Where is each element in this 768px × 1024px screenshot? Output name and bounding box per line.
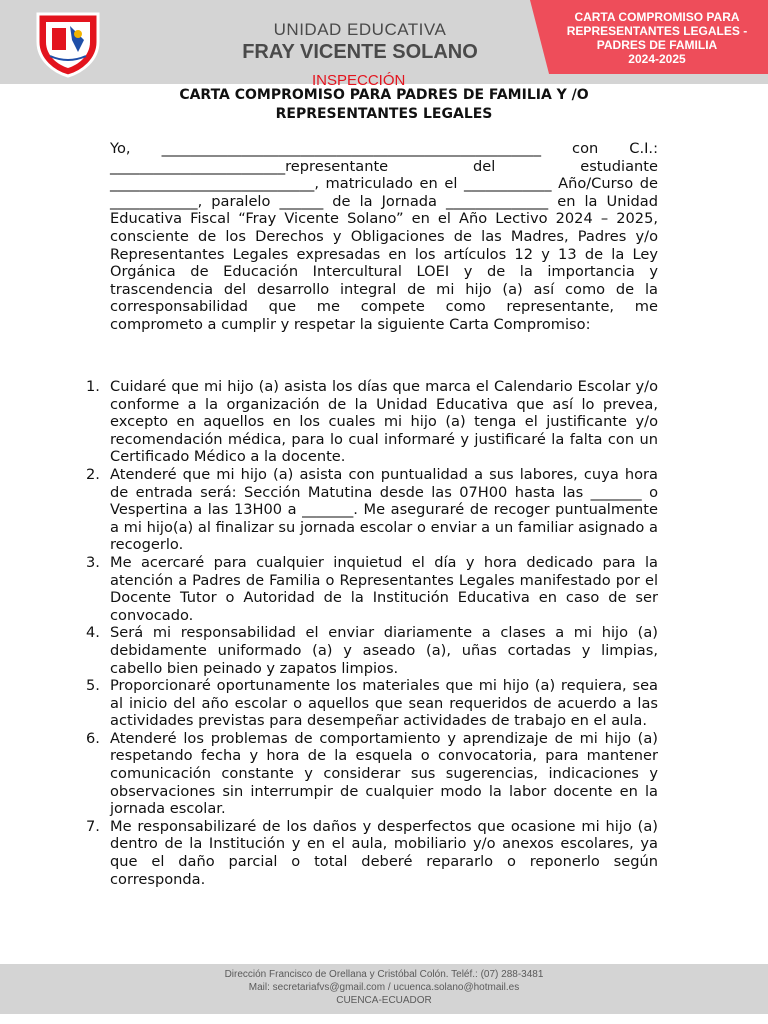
list-item: [86, 677, 658, 730]
list-item: [86, 818, 658, 888]
item-text: Atenderé los problemas de comportamiento y aprendizaje de mi hijo (a) respetando fecha y hora de la esquela o convocatoria, para mantener comunicación constante y considerar sus sugerencias, indicaciones y observaciones sin interrumpir de cualquier modo la labor docente en la jornada escolar.: [110, 729, 658, 818]
item-number: 6.: [86, 729, 100, 747]
list-item: [86, 624, 658, 677]
school-name: FRAY VICENTE SOLANO: [242, 41, 478, 63]
school-prefix: UNIDAD EDUCATIVA: [273, 20, 447, 39]
intro-paragraph-block: [110, 140, 658, 334]
title-line: REPRESENTANTES LEGALES: [275, 106, 493, 122]
item-text: Proporcionaré oportunamente los materiales que mi hijo (a) requiera, sea al inicio del año escolar o aquellos que sean requeridos de acuerdo a las actividades previstas para desempeñar actividades de trabajo en el aula.: [110, 677, 658, 730]
title-line: CARTA COMPROMISO PARA PADRES DE FAMILIA Y /O: [179, 87, 589, 103]
item-text: Me acercaré para cualquier inquietud el día y hora dedicado para la atención a Padres de Familia o Representantes Legales manifestado por el Docente Tutor o Autoridad de la Institución Educativa en caso de ser convocado.: [110, 553, 658, 624]
document-title: [110, 86, 658, 124]
page-footer: [0, 964, 768, 1014]
footer-city: CUENCA-ECUADOR: [336, 995, 432, 1006]
item-text: Atenderé que mi hijo (a) asista con puntualidad a sus labores, cuya hora de entrada será: Sección Matutina desde las 07H00 hasta las _______ o Vespertina a las 13H00 a _______. Me aseguraré de recoger puntualmente a mi hijo(a) al finalizar su jornada escolar o enviar a un familiar asignado a recogerlo.: [110, 465, 658, 554]
list-item: [86, 730, 658, 818]
list-item: [86, 554, 658, 624]
intro-paragraph: Yo, ____________________________________________________ con C.I.: ________________________representante del estudiante ____________________________, matriculado en el ____________ Año/Curso de ____________, paralelo ______ de la Jornada ______________ en la Unidad Educativa Fiscal “Fray Vicente Solano” en el Año Lectivo 2024 – 2025, consciente de los Derechos y Obligaciones de las Madres, Padres y/o Representantes Legales expresadas en los artículos 12 y 13 de la Ley Orgánica de Educación Intercultural LOEI y de la importancia y trascendencia del desarrollo integral de mi hijo (a) así como de la corresponsabilidad que me compete como representante, me comprometo a cumplir y respetar la siguiente Carta Compromiso:: [110, 140, 658, 333]
tab-line: PADRES DE FAMILIA: [596, 38, 718, 52]
item-number: 2.: [86, 465, 100, 483]
list-item: [86, 378, 658, 466]
tab-line: REPRESENTANTES LEGALES -: [566, 24, 748, 38]
item-text: Me responsabilizaré de los daños y desperfectos que ocasione mi hijo (a) dentro de la Institución y en el aula, mobiliario y/o anexos escolares, ya que el daño parcial o total deberé repararlo o reponerlo según corresponda.: [110, 817, 658, 888]
school-name-block: [210, 20, 510, 64]
item-number: 4.: [86, 624, 100, 642]
footer-mail: Mail: secretariafvs@gmail.com / ucuenca.solano@hotmail.es: [248, 982, 520, 993]
item-text: Cuidaré que mi hijo (a) asista los días que marca el Calendario Escolar y/o conforme a la organización de la Unidad Educativa que así lo prevea, excepto en aquellos en los cuales mi hijo (a) tenga el justificante y/o recomendación médica, para lo cual informaré y justificaré la falta con un Certificado Médico a la docente.: [110, 378, 658, 466]
tab-line: CARTA COMPROMISO PARA: [574, 10, 740, 24]
department-label: INSPECCIÓN: [312, 72, 406, 89]
list-item: [86, 466, 658, 554]
tab-line: 2024-2025: [628, 52, 686, 66]
school-crest-icon: [32, 6, 104, 78]
item-number: 3.: [86, 553, 100, 571]
item-number: 5.: [86, 677, 100, 695]
item-text: Será mi responsabilidad el enviar diariamente a clases a mi hijo (a) debidamente uniformado (a) y aseado (a), uñas cortadas y limpias, cabello bien peinado y zapatos limpios.: [110, 624, 658, 677]
header-tab-text: [548, 10, 766, 66]
footer-address: Dirección Francisco de Orellana y Cristóbal Colón. Teléf.: (07) 288-3481: [224, 969, 544, 980]
item-number: 7.: [86, 817, 100, 835]
commitments-list: [86, 378, 658, 888]
item-number: 1.: [86, 378, 100, 395]
